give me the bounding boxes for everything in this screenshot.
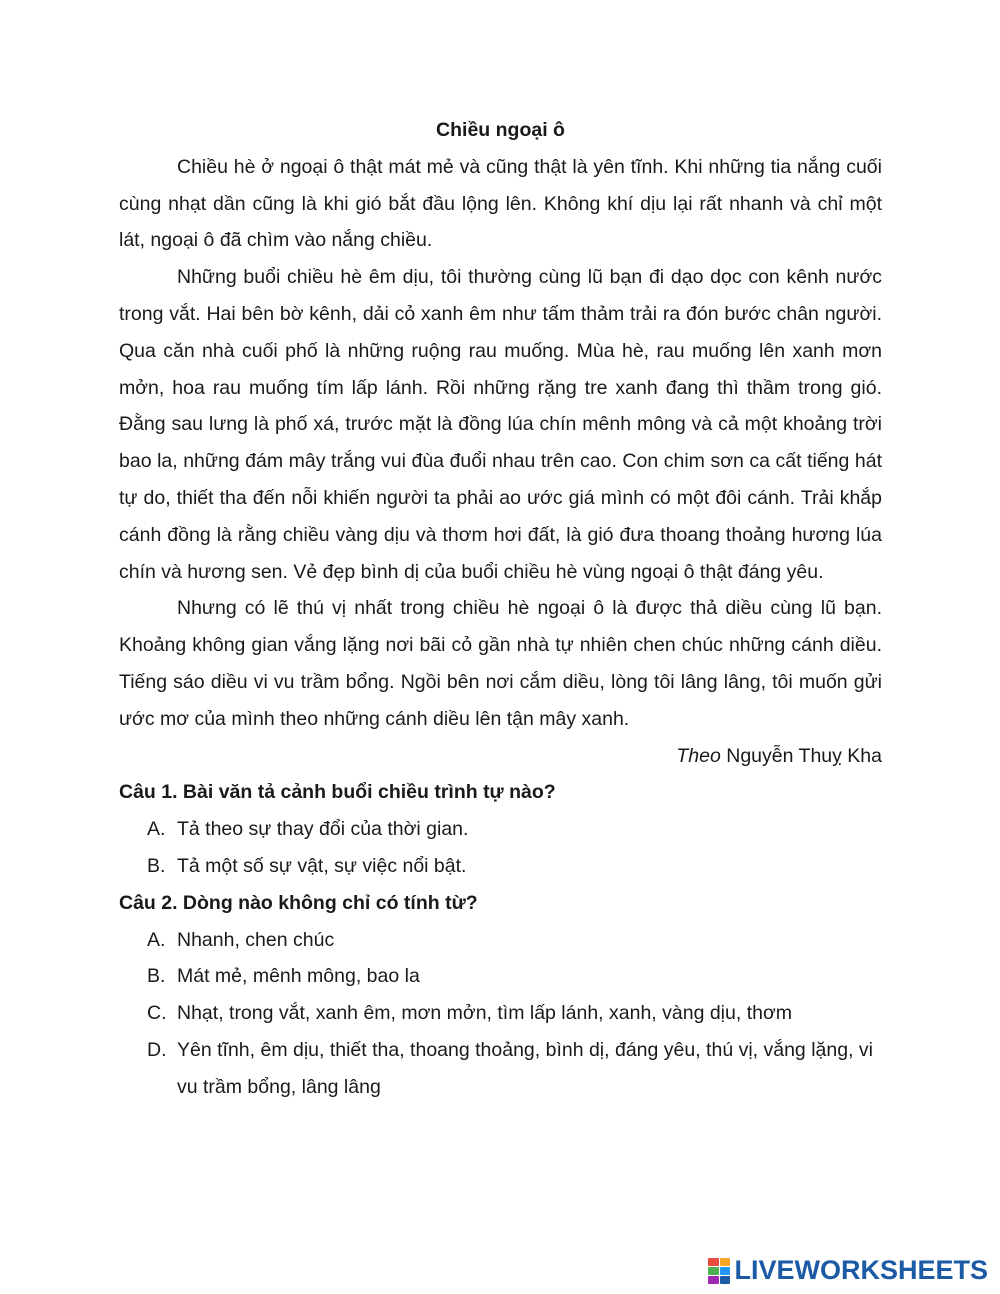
question-2-option-b[interactable] [119, 958, 882, 995]
question-2-option-a[interactable] [119, 922, 882, 959]
logo-block-5 [708, 1276, 719, 1284]
option-text: Mát mẻ, mênh mông, bao la [177, 965, 420, 988]
liveworksheets-logo-icon [708, 1258, 730, 1284]
logo-block-3 [708, 1267, 719, 1275]
option-letter: B. [147, 854, 166, 877]
worksheet-page [119, 112, 882, 1106]
question-1-option-b[interactable] [119, 848, 882, 885]
attribution-prefix: Theo [676, 744, 721, 767]
option-letter: A. [147, 928, 166, 951]
liveworksheets-brand[interactable] [708, 1257, 988, 1284]
question-2-options [119, 922, 882, 1106]
option-text: Yên tĩnh, êm dịu, thiết tha, thoang thoảng, bình dị, đáng yêu, thú vị, vắng lặng, vi vu trầm bổng, lâng lâng [177, 1038, 873, 1098]
question-1-options [119, 811, 882, 885]
option-text: Nhạt, trong vắt, xanh êm, mơn mởn, tìm lấp lánh, xanh, vàng dịu, thơm [177, 1002, 792, 1025]
story-paragraph-3: Nhưng có lẽ thú vị nhất trong chiều hè ngoại ô là được thả diều cùng lũ bạn. Khoảng không gian vắng lặng nơi bãi cỏ gần nhà tự nhiên chen chúc những cánh diều. Tiếng sáo diều vi vu trầm bổng. Ngồi bên nơi cắm diều, lòng tôi lâng lâng, tôi muốn gửi ước mơ của mình theo những cánh diều lên tận mây xanh. [119, 597, 882, 730]
question-1-option-a[interactable] [119, 811, 882, 848]
option-letter: C. [147, 1002, 167, 1025]
question-1-label: Câu 1. Bài văn tả cảnh buổi chiều trình tự nào? [119, 781, 556, 804]
option-text: Tả theo sự thay đổi của thời gian. [177, 818, 469, 841]
option-letter: D. [147, 1038, 167, 1061]
question-2-option-d[interactable] [119, 1032, 882, 1106]
story-paragraph-2: Những buổi chiều hè êm dịu, tôi thường cùng lũ bạn đi dạo dọc con kênh nước trong vắt. Hai bên bờ kênh, dải cỏ xanh êm như tấm thảm trải ra đón bước chân người. Qua căn nhà cuối phố là những ruộng rau muống. Mùa hè, rau muống lên xanh mơn mởn, hoa rau muống tím lấp lánh. Rồi những rặng tre xanh đang thì thầm trong gió. Đằng sau lưng là phố xá, trước mặt là đồng lúa chín mênh mông và cả một khoảng trời bao la, những đám mây trắng vui đùa đuổi nhau trên cao. Con chim sơn ca cất tiếng hát tự do, thiết tha đến nỗi khiến người ta phải ao ước giá mình có một đôi cánh. Trải khắp cánh đồng là rằng chiều vàng dịu và thơm hơi đất, là gió đưa thoang thoảng hương lúa chín và hương sen. Vẻ đẹp bình dị của buổi chiều hè vùng ngoại ô thật đáng yêu. [119, 266, 882, 583]
logo-block-2 [720, 1258, 731, 1266]
option-letter: B. [147, 965, 166, 988]
option-text: Tả một số sự vật, sự việc nổi bật. [177, 854, 467, 877]
story-paragraph-1: Chiều hè ở ngoại ô thật mát mẻ và cũng thật là yên tĩnh. Khi những tia nắng cuối cùng nhạt dần cũng là khi gió bắt đầu lộng lên. Không khí dịu lại rất nhanh và chỉ một lát, ngoại ô đã chìm vào nắng chiều. [119, 155, 882, 252]
attribution-author: Nguyễn Thuỵ Kha [726, 744, 882, 767]
story-title: Chiều ngoại ô [436, 119, 565, 141]
option-letter: A. [147, 818, 166, 841]
logo-block-6 [720, 1276, 731, 1284]
question-2-option-c[interactable] [119, 995, 882, 1032]
logo-block-1 [708, 1258, 719, 1266]
option-text: Nhanh, chen chúc [177, 928, 335, 951]
liveworksheets-wordmark: LIVEWORKSHEETS [734, 1255, 988, 1285]
story-attribution [119, 738, 882, 775]
question-2-label: Câu 2. Dòng nào không chỉ có tính từ? [119, 891, 478, 914]
logo-block-4 [720, 1267, 731, 1275]
